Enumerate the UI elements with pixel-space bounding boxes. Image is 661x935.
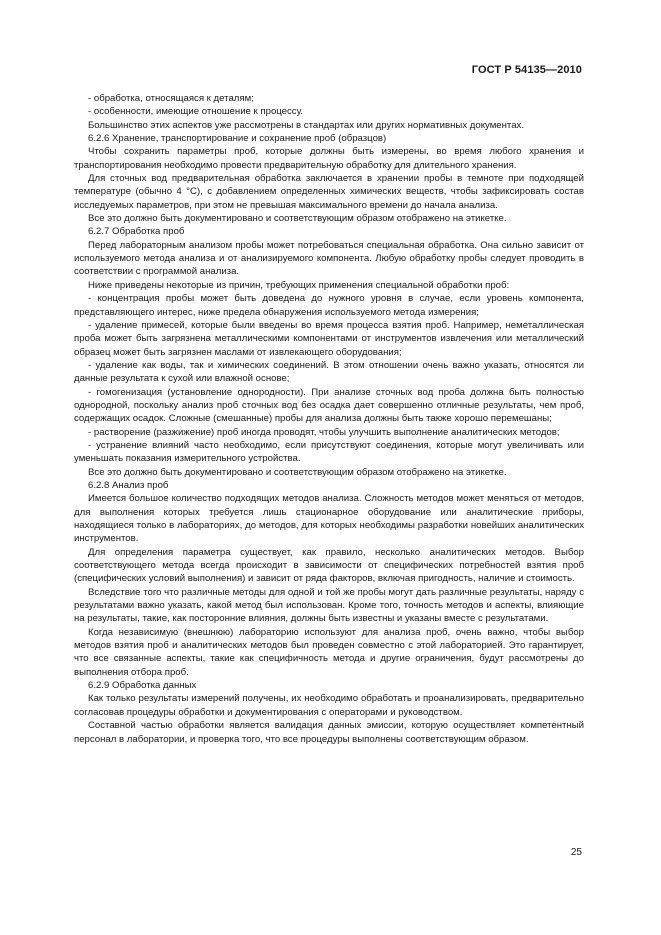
section-heading: 6.2.6 Хранение, транспортирование и сохранение проб (образцов) (88, 133, 387, 145)
section-heading: 6.2.8 Анализ проб (88, 479, 169, 491)
paragraph: Составной частью обработки является валидация данных эмиссии, которую осуществляет компетентный персонал в лаборатории, и проверка того, что все процедуры выполнены соответствующим образом. (74, 720, 584, 745)
section-heading: 6.2.9 Обработка данных (88, 680, 197, 692)
paragraph: Как только результаты измерений получены, их необходимо обработать и проанализировать, предварительно согласовав процедуры обработки и документирования с операторами и руководством. (74, 693, 584, 718)
list-item: - устранение влияний часто необходимо, если присутствуют соединения, которые могут увеличивать или уменьшать показания измерительного устройства. (74, 439, 584, 465)
section-heading: 6.2.7 Обработка проб (88, 226, 185, 238)
list-item: - удаление как воды, так и химических соединений. В этом отношении очень важно указать, относятся ли данные результата к сухой или влажной основе; (74, 359, 584, 385)
paragraph: - обработка, относящаяся к деталям; (88, 93, 254, 104)
page-number: 25 (570, 847, 582, 858)
paragraph: Все это должно быть документировано и соответствующим образом отображено на этикетке. (88, 466, 507, 478)
document-body (74, 92, 584, 746)
list-item: - концентрация пробы может быть доведена до нужного уровня в случае, если уровень компонента, представляющего интерес, ниже предела обнаружения используемого метода измерения; (74, 293, 584, 318)
paragraph: Для сточных вод предварительная обработка заключается в хранении пробы в темноте при подходящей температуре (обычно 4 °С), с добавлением определенных химических веществ, чтобы зафиксировать состав исследуемых параметров, при этом не превышая максимального времени до начала анализа. (74, 173, 584, 211)
paragraph: Вследствие того что различные методы для одной и той же пробы могут дать различные результаты, наряду с результатами важно указать, какой метод был использован. Кроме того, точность методов и аспекты, влияющие на результаты, такие, как посторонние влияния, должны быть известны и указаны вместе с результатами. (74, 586, 584, 625)
paragraph: Имеется большое количество подходящих методов анализа. Сложность методов может меняться от методов, для выполнения которых требуется лишь стационарное оборудование или аналитические приборы, находящиеся только в лабораториях, до методов, для которых необходимы разработки новейших аналитических инструментов. (74, 493, 584, 545)
paragraph: Для определения параметра существует, как правило, несколько аналитических методов. Выбор соответствующего метода всегда происходит в зависимости от специфических потребностей взятия проб (специфических условий выполнения) и зависит от ряда факторов, включая пригодность, наличие и стоимость. (74, 546, 584, 585)
paragraph: Большинство этих аспектов уже рассмотрены в стандартах или других нормативных документах. (88, 119, 525, 131)
paragraph: - особенности, имеющие отношение к процессу. (88, 106, 304, 118)
list-item: - растворение (разжижение) проб иногда проводят, чтобы улучшить выполнение аналитических методов; (88, 426, 560, 438)
paragraph: Перед лабораторным анализом пробы может потребоваться специальная обработка. Она сильно зависит от используемого метода анализа и от анализируемого компонента. Любую обработку пробы следует проводить в соответствии с программой анализа. (74, 239, 584, 278)
paragraph: Все это должно быть документировано и соответствующим образом отображено на этикетке. (88, 213, 507, 225)
paragraph: Ниже приведены некоторые из причин, требующих применения специальной обработки проб: (88, 279, 510, 291)
standard-header: ГОСТ Р 54135—2010 (471, 64, 582, 76)
list-item: - удаление примесей, которые были введены во время процесса взятия проб. Например, неметаллическая проба может быть загрязнена металлическими компонентами от инструментов извлечения или металлический образец может быть загрязнен маслами от извлекающего оборудования; (74, 319, 584, 358)
paragraph: Когда независимую (внешнюю) лабораторию используют для анализа проб, очень важно, чтобы выбор методов взятия проб и аналитических методов был проведен совместно с этой лабораторией. Это гарантирует, что все связанные аспекты, такие как специфичность метода и другие ограничения, будут рассмотрены до выполнения отбора проб. (74, 626, 584, 678)
list-item: - гомогенизация (установление однородности). При анализе сточных вод проба должна быть полностью однородной, поскольку анализ проб сточных вод без осадка дает совершенно отличные результаты, чем проб, содержащих осадок. Сложные (смешанные) пробы для анализа должны быть также хорошо перемешаны; (74, 386, 584, 425)
paragraph: Чтобы сохранить параметры проб, которые должны быть измерены, во время любого хранения и транспортирования необходимо провести предварительную обработку для длительного хранения. (74, 146, 584, 171)
